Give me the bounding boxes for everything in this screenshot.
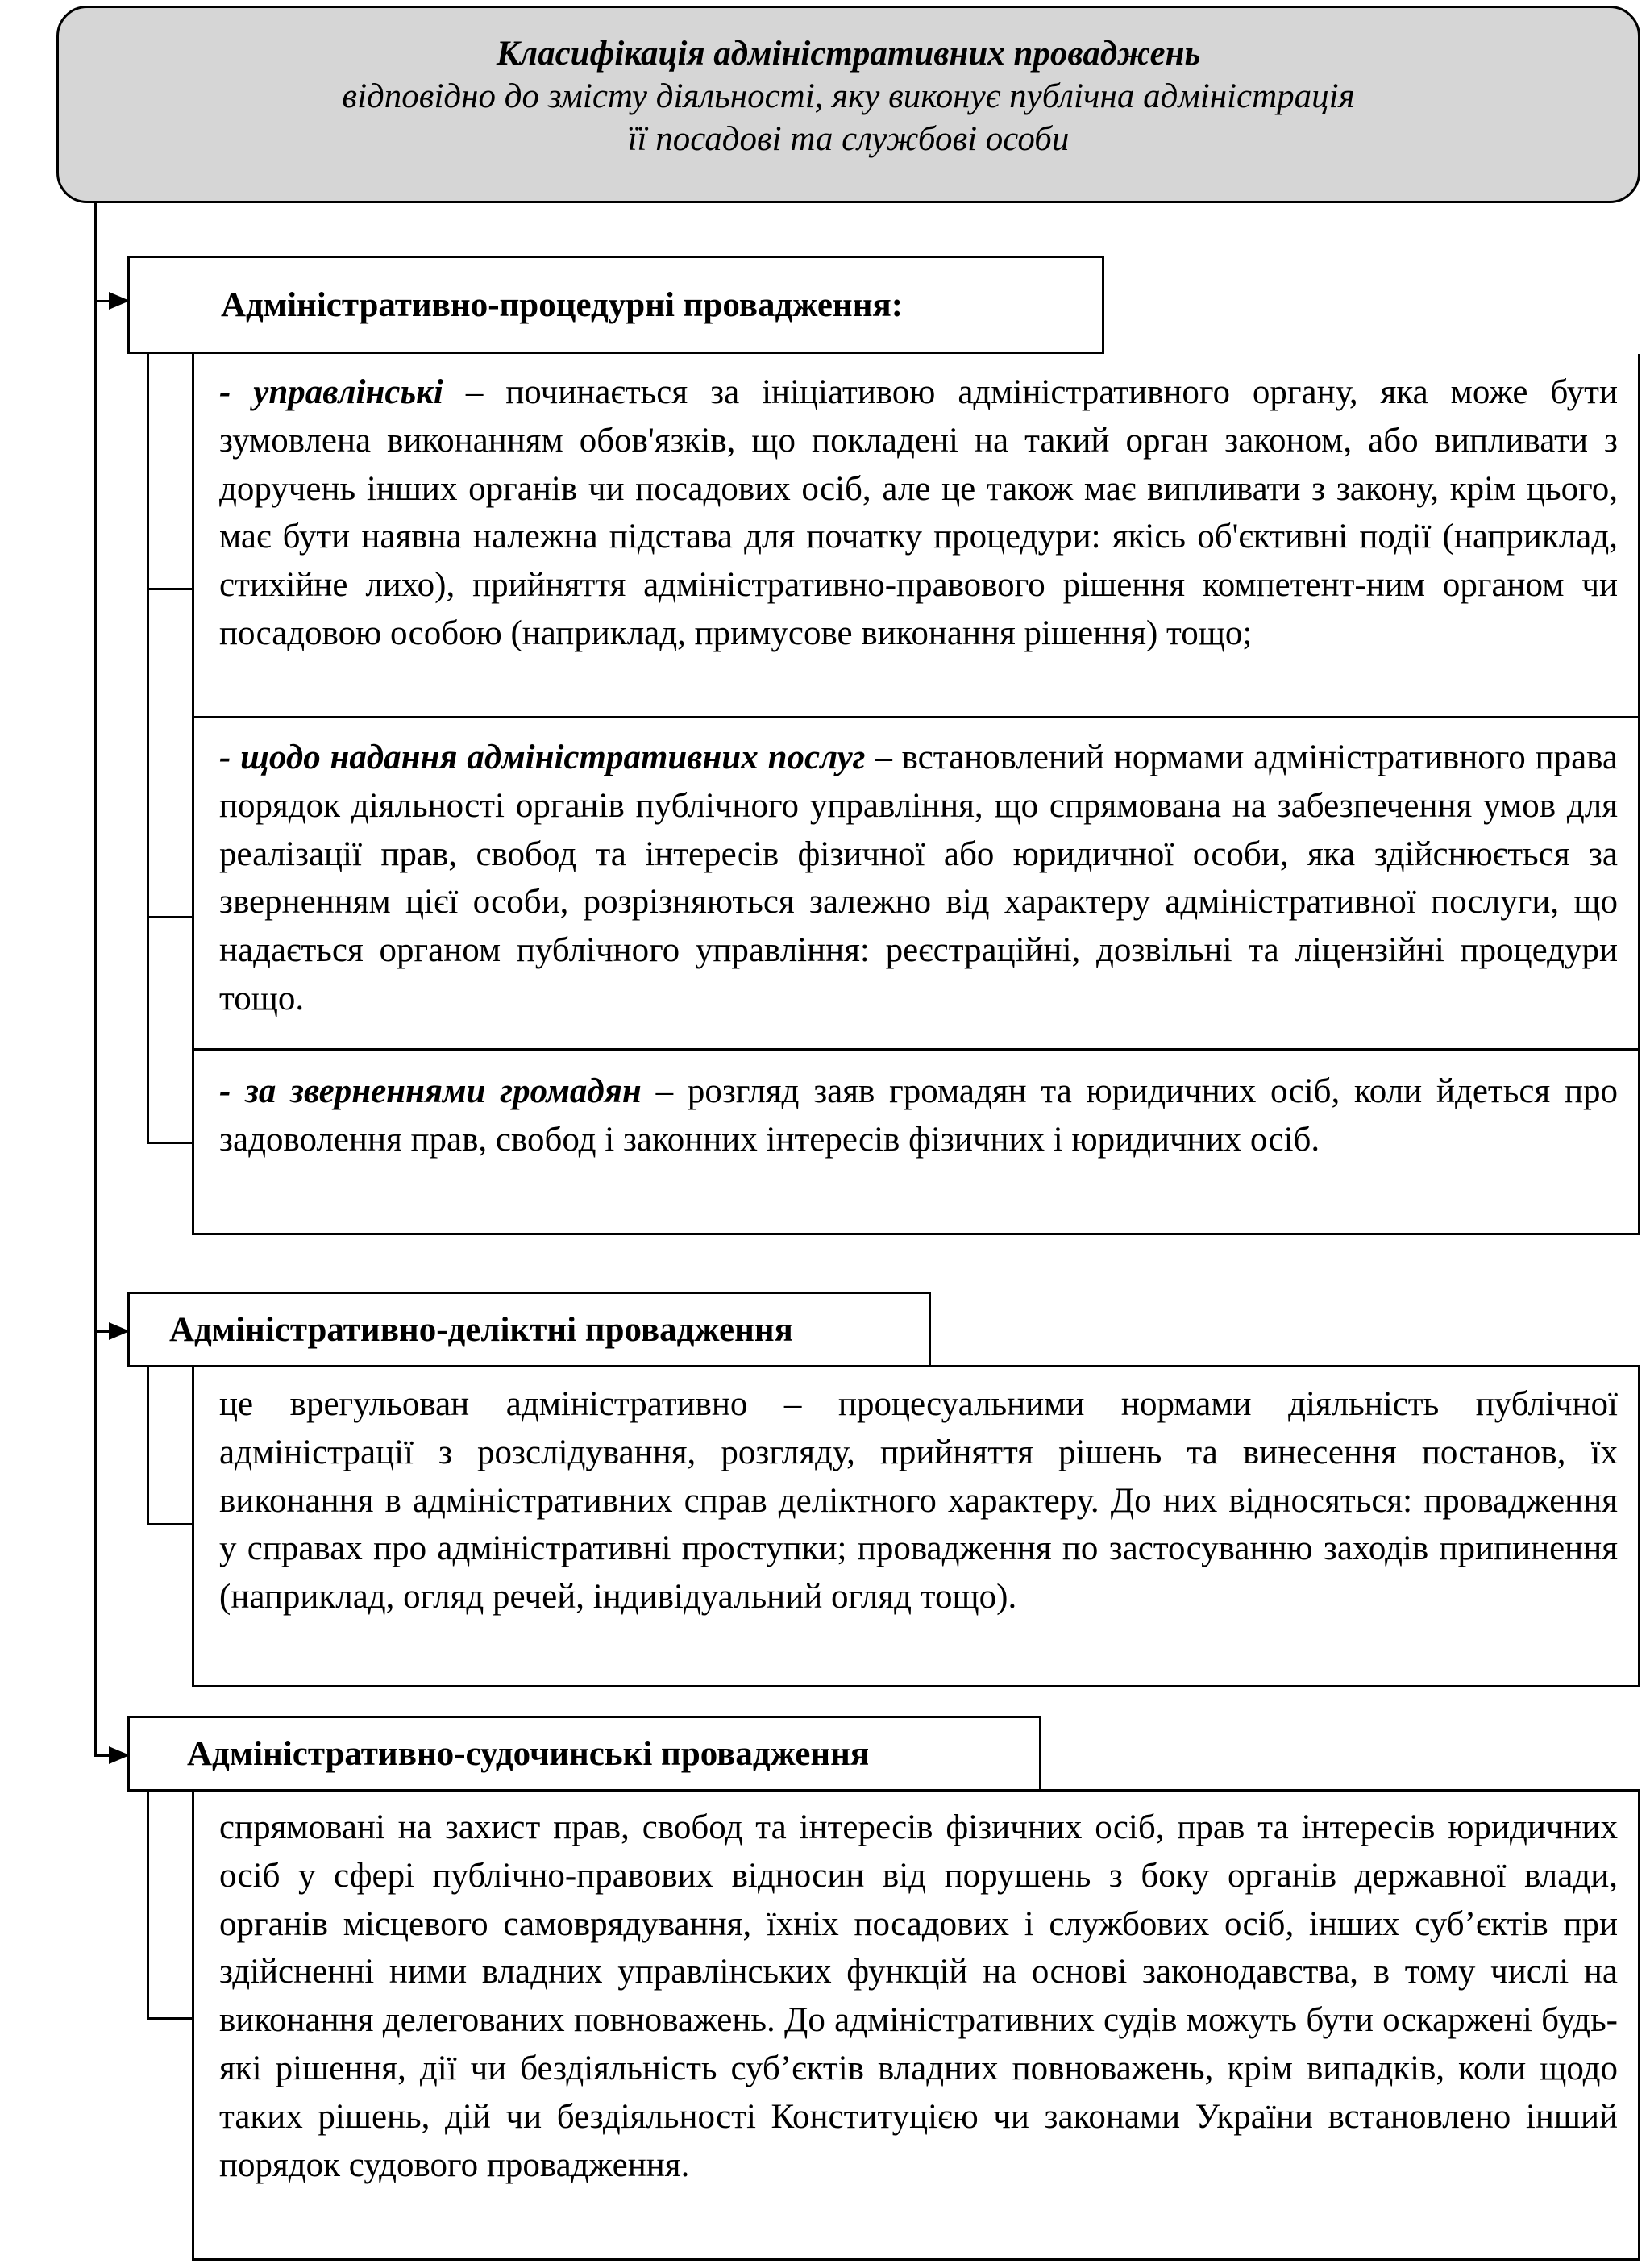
category-judicial-title [127,1716,1041,1792]
item-citizen-appeals-label: - за зверненнями громадян [219,1072,642,1110]
connector-admin-services [147,916,192,918]
header-title: Класифікація адміністративних проваджень [496,35,1201,73]
item-admin-services-desc: – встановлений нормами адміністративного права порядок діяльності органів публічного управління, що спрямована на забезпечення умов для реалізації прав, свобод та інтересів фізичної або юридичної особи, яка здійснюється за зверненням цієї особи, розрізняються залежно від характеру адміністративної послуги, що надається органом публічного управління: реєстраційні, дозвільні та ліцензійні процедури тощо. [219,739,1618,1017]
category-delict-label: Адміністративно-деліктні провадження [169,1310,793,1349]
item-admin-services-text [219,734,1618,1023]
item-citizen-appeals-text [219,1067,1618,1164]
connector-delict-item [147,1523,192,1525]
connector-management [147,588,192,590]
header-subtitle-line2: її посадові та службові особи [627,120,1070,158]
item-admin-services-label: - щодо надання адміністративних послуг [219,739,866,776]
item-citizen-appeals-desc: – розгляд заяв громадян та юридичних осіб, коли йдеться про задоволення прав, свобод і законних інтересів фізичних і юридичних осіб. [219,1072,1618,1159]
category-procedural-label: Адміністративно-процедурні провадження: [221,285,904,324]
judicial-sub-trunk [147,1789,149,2019]
item-management-desc: – починається за ініціативою адміністративного органу, яка може бути зумовлена виконанням обов'язків, що покладені на такий орган законом, або випливати з доручень інших органів чи посадових осіб, але це також має випливати з закону, крім цього, має бути наявна належна підстава для початку процедури: якісь об'єктивні події (наприклад, стихійне лихо), прийняття адміністративно-правового рішення компетент-ним органом чи посадовою особою (наприклад, примусове виконання рішення) тощо; [219,373,1618,652]
main-trunk-line [94,203,97,1756]
connector-judicial-item [147,2017,192,2020]
classification-header-box [56,6,1640,203]
category-delict-title [127,1292,931,1367]
item-judicial-text [219,1804,1618,2189]
connector-citizen-appeals [147,1142,192,1144]
delict-sub-trunk [147,1365,149,1525]
item-delict-text [219,1380,1618,1621]
category-judicial-label: Адміністративно-судочинські провадження [187,1734,870,1773]
item-management-text [219,368,1618,658]
item-judicial-desc: спрямовані на захист прав, свобод та інтересів фізичних осіб, прав та інтересів юридичних осіб у сфері публічно-правових відносин від порушень з боку органів державної влади, органів місцевого самоврядування, їхніх посадових і службових осіб, інших суб’єктів при здійсненні ними владних управлінських функцій на основі законодавства, в тому числі на виконання делегованих повноважень. До адміністративних судів можуть бути оскаржені будь-які рішення, дії чи бездіяльність суб’єктів владних повноважень, крім випадків, коли щодо таких рішень, дій чи бездіяльності Конституцією чи законами України встановлено інший порядок судового провадження. [219,1808,1618,2184]
procedural-sub-trunk [147,354,149,1143]
item-management-label: - управлінські [219,373,443,411]
header-subtitle-line1: відповідно до змісту діяльності, яку виконує публічна адміністрація [342,77,1355,115]
category-procedural-title [127,256,1104,354]
item-delict-desc: це врегульован адміністративно – процесуальними нормами діяльність публічної адміністрації з розслідування, розгляду, прийняття рішень та винесення постанов, їх виконання в адміністративних справ деліктного характеру. До них відносяться: провадження у справах про адміністративні проступки; провадження по застосуванню заходів припинення (наприклад, огляд речей, індивідуальний огляд тощо). [219,1385,1618,1617]
